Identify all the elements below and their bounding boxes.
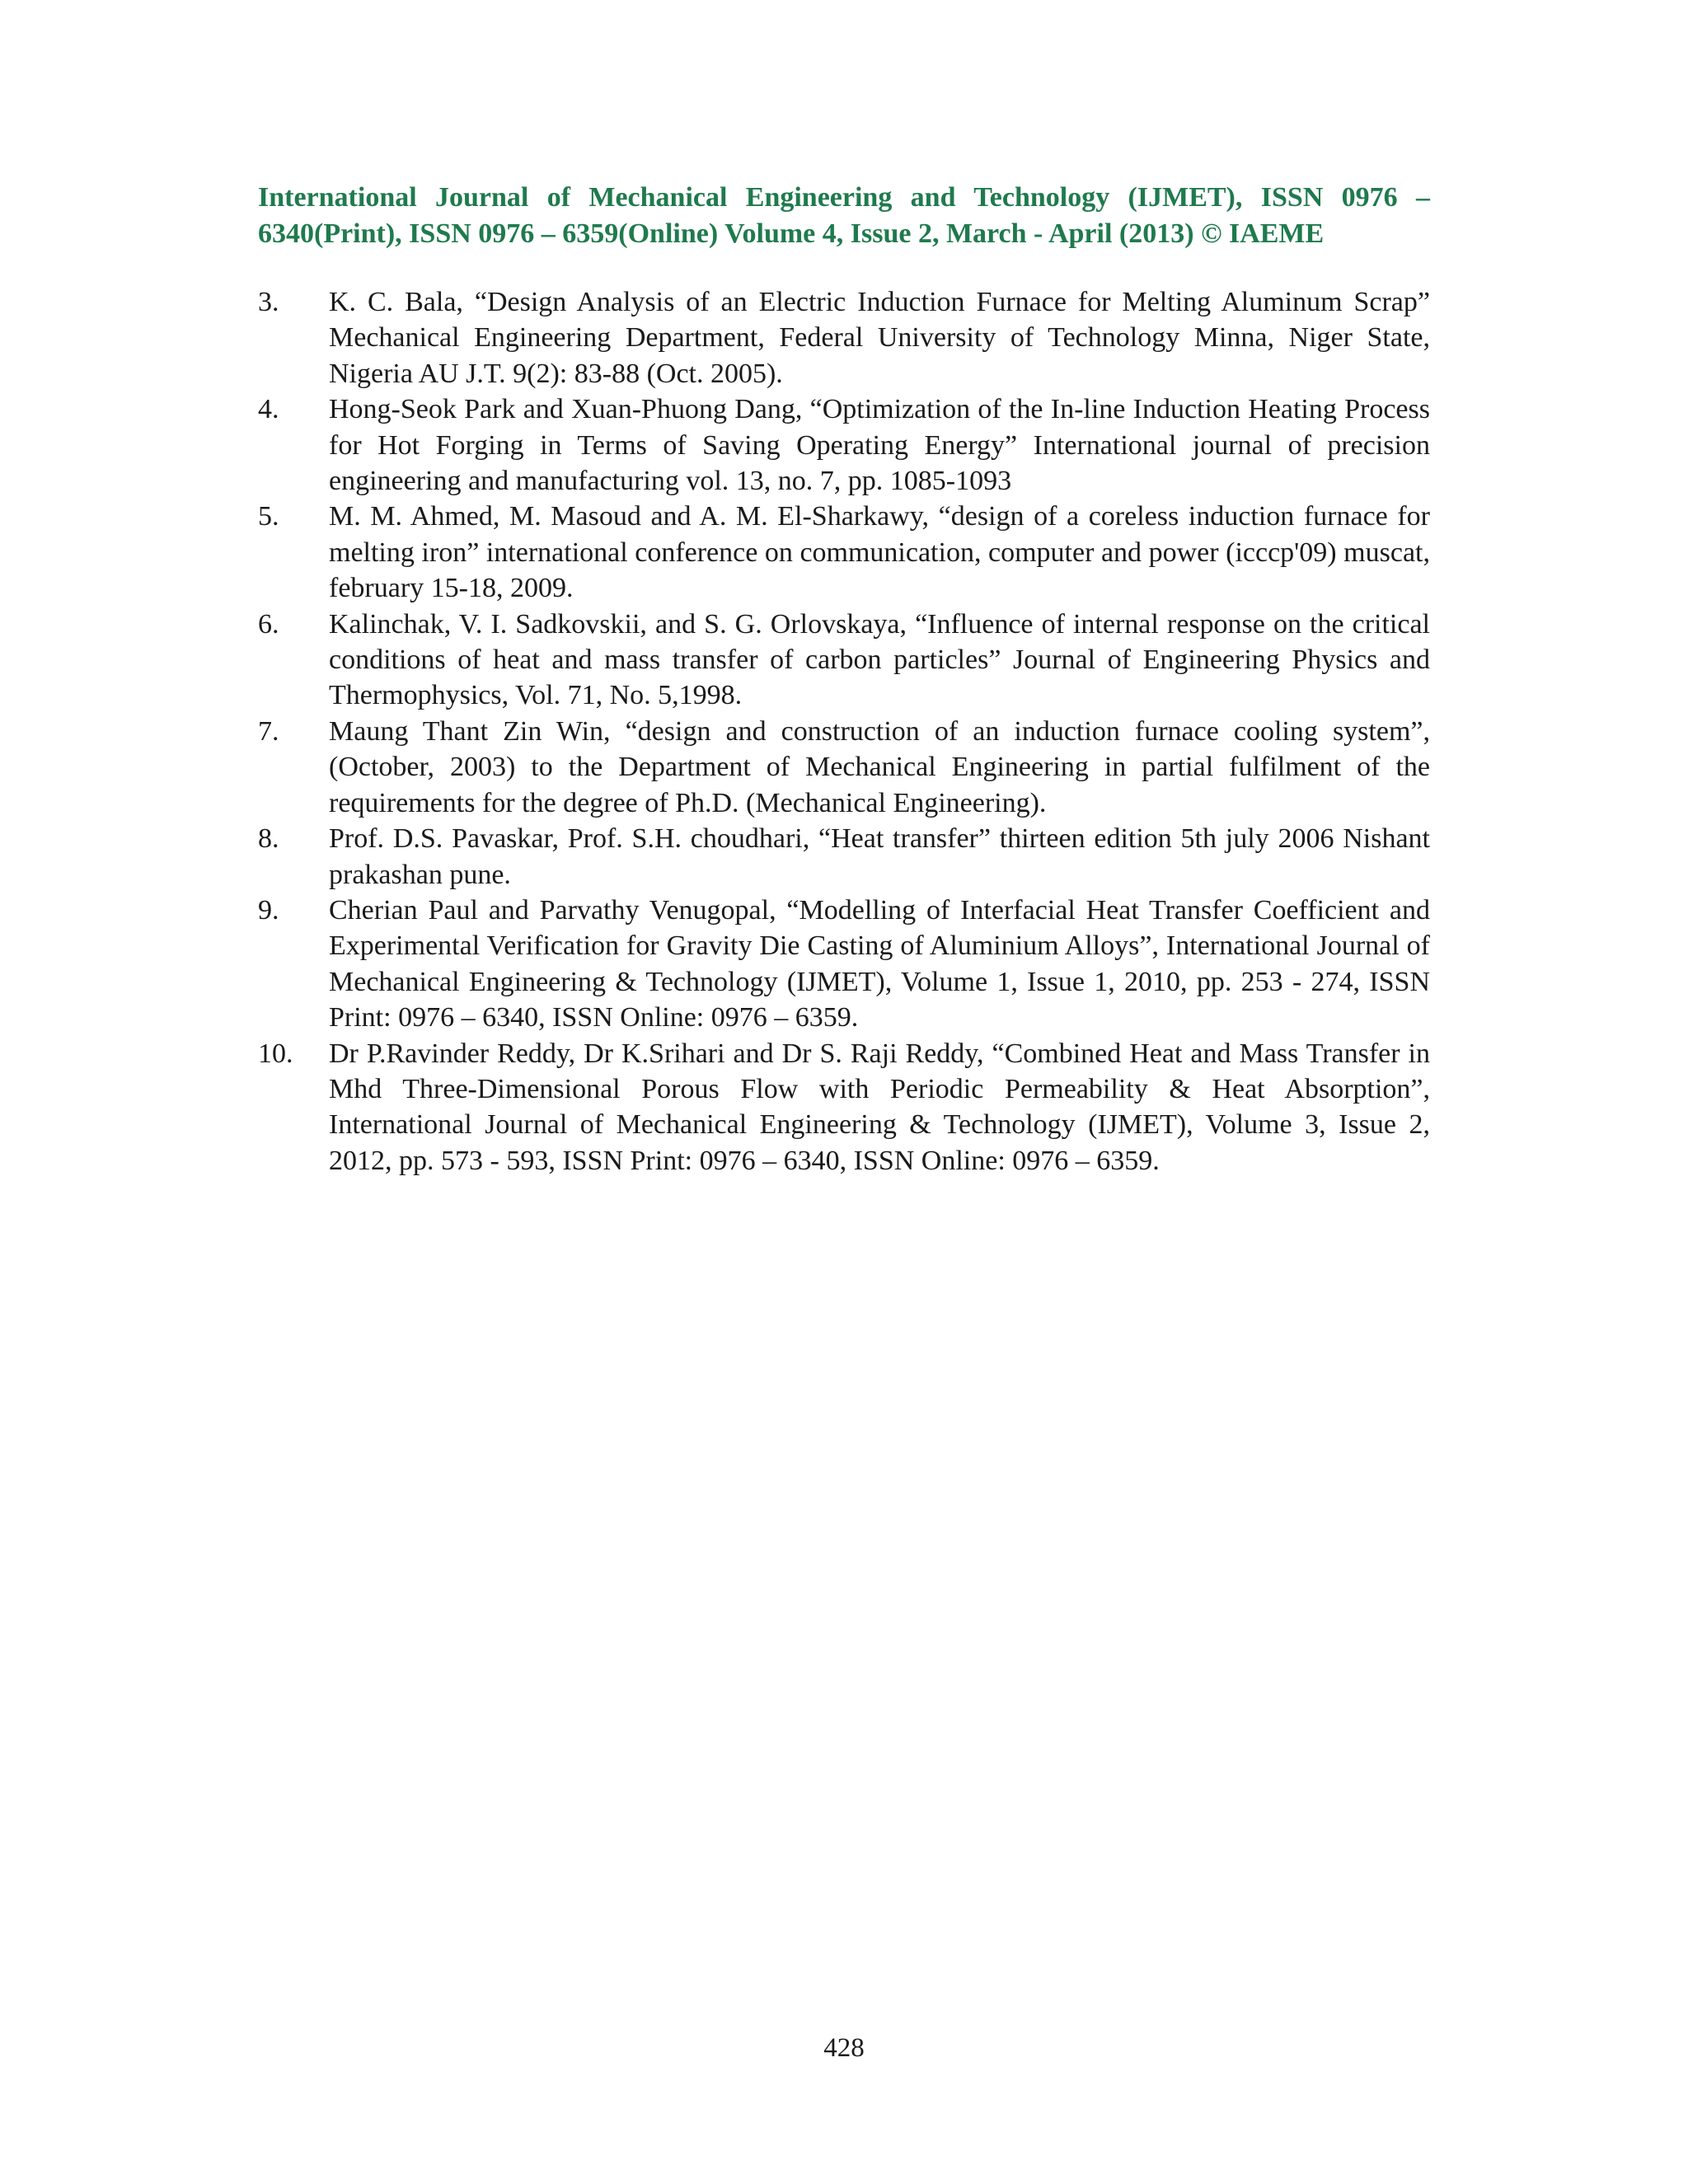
reference-item: [258, 821, 1430, 893]
page-number: 428: [823, 2033, 865, 2063]
reference-number: 10.: [258, 1038, 293, 1069]
reference-item: [258, 714, 1430, 821]
reference-item: [258, 391, 1430, 499]
reference-number: 6.: [258, 608, 279, 640]
reference-number: 7.: [258, 715, 279, 747]
reference-item: [258, 893, 1430, 1036]
reference-list: [258, 284, 1430, 1179]
reference-number: 5.: [258, 501, 279, 532]
reference-text: Kalinchak, V. I. Sadkovskii, and S. G. Orlovskaya, “Influence of internal response on the critical conditions of heat and mass transfer of carbon particles” Journal of Engineering Physics and Thermophysics, Vol. 71, No. 5,1998.: [329, 608, 1430, 711]
reference-number: 9.: [258, 894, 279, 926]
reference-item: [258, 284, 1430, 391]
reference-text: Hong-Seok Park and Xuan-Phuong Dang, “Optimization of the In-line Induction Heating Process for Hot Forging in Terms of Saving Operating Energy” International journal of precision engineering and manufacturing vol. 13, no. 7, pp. 1085-1093: [329, 394, 1430, 497]
reference-text: K. C. Bala, “Design Analysis of an Electric Induction Furnace for Melting Aluminum Scrap” Mechanical Engineering Department, Federal University of Technology Minna, Niger State, Nigeria AU J.T. 9(2): 83-88 (Oct. 2005).: [329, 287, 1430, 389]
journal-header: International Journal of Mechanical Engineering and Technology (IJMET), ISSN 0976 – 6340(Print), ISSN 0976 – 6359(Online) Volume 4, Issue 2, March - April (2013) © IAEME: [258, 182, 1430, 249]
reference-text: Dr P.Ravinder Reddy, Dr K.Srihari and Dr S. Raji Reddy, “Combined Heat and Mass Transfer in Mhd Three-Dimensional Porous Flow with Periodic Permeability & Heat Absorption”, International Journal of Mechanical Engineering & Technology (IJMET), Volume 3, Issue 2, 2012, pp. 573 - 593, ISSN Print: 0976 – 6340, ISSN Online: 0976 – 6359.: [329, 1038, 1430, 1176]
reference-item: [258, 1036, 1430, 1179]
reference-text: Maung Thant Zin Win, “design and construction of an induction furnace cooling system”, (October, 2003) to the Department of Mechanical Engineering in partial fulfilment of the requirements for the degree of Ph.D. (Mechanical Engineering).: [329, 715, 1430, 818]
reference-item: [258, 499, 1430, 606]
reference-text: Cherian Paul and Parvathy Venugopal, “Modelling of Interfacial Heat Transfer Coefficient and Experimental Verification for Gravity Die Casting of Aluminium Alloys”, International Journal of Mechanical Engineering & Technology (IJMET), Volume 1, Issue 1, 2010, pp. 253 - 274, ISSN Print: 0976 – 6340, ISSN Online: 0976 – 6359.: [329, 894, 1430, 1033]
reference-number: 8.: [258, 823, 279, 855]
reference-text: Prof. D.S. Pavaskar, Prof. S.H. choudhari, “Heat transfer” thirteen edition 5th july 2006 Nishant prakashan pune.: [329, 823, 1430, 890]
reference-item: [258, 607, 1430, 714]
reference-text: M. M. Ahmed, M. Masoud and A. M. El-Sharkawy, “design of a coreless induction furnace for melting iron” international conference on communication, computer and power (icccp'09) muscat, february 15-18, 2009.: [329, 501, 1430, 604]
reference-number: 4.: [258, 394, 279, 425]
reference-number: 3.: [258, 287, 279, 317]
